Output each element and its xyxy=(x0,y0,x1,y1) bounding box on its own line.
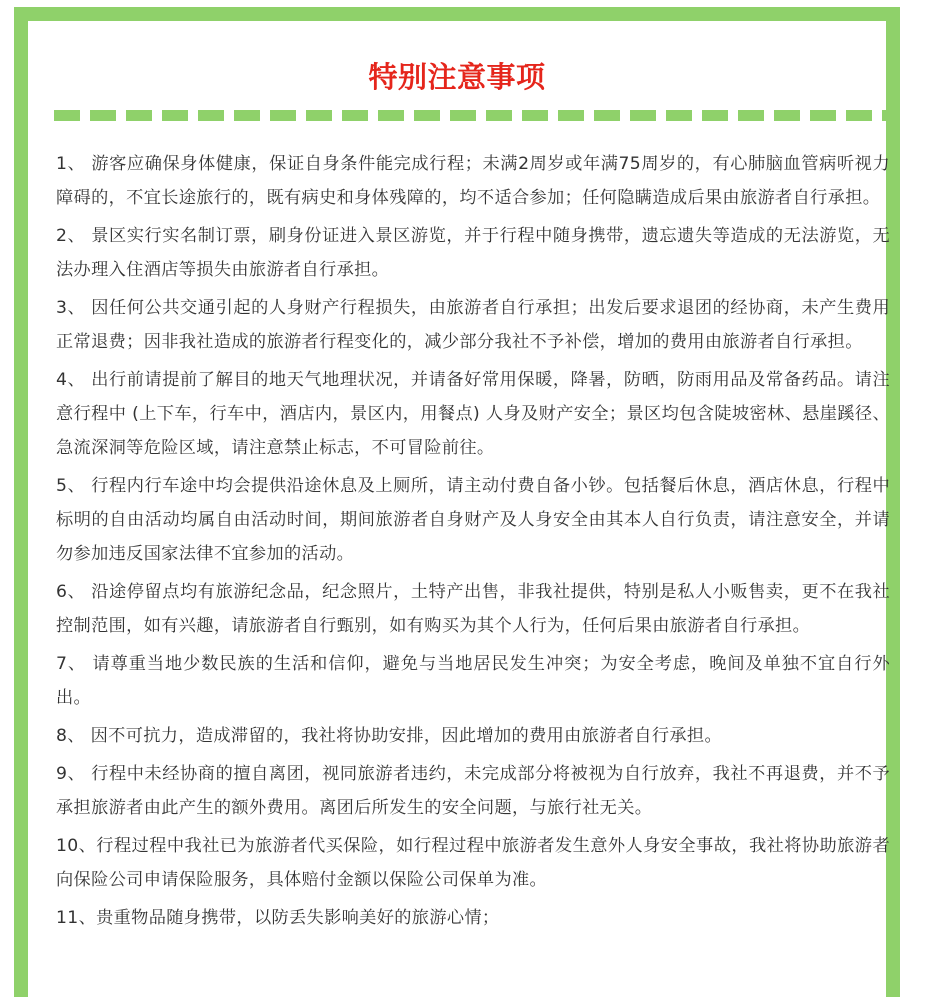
notice-item-9: 9、 行程中未经协商的擅自离团，视同旅游者违约，未完成部分将被视为自行放弃，我社不再退费，并不予承担旅游者由此产生的额外费用。离团后所发生的安全问题，与旅行社无关。 xyxy=(56,764,890,818)
notice-item-10: 10、行程过程中我社已为旅游者代买保险，如行程过程中旅游者发生意外人身安全事故，我社将协助旅游者向保险公司申请保险服务，具体赔付金额以保险公司保单为准。 xyxy=(56,836,890,890)
notice-item-1: 1、 游客应确保身体健康，保证自身条件能完成行程；未满2周岁或年满75周岁的，有心肺脑血管病听视力障碍的，不宜长途旅行的，既有病史和身体残障的，均不适合参加；任何隐瞒造成后果由旅游者自行承担。 xyxy=(56,154,890,208)
notice-item-5: 5、 行程内行车途中均会提供沿途休息及上厕所，请主动付费自备小钞。包括餐后休息，酒店休息，行程中标明的自由活动均属自由活动时间，期间旅游者自身财产及人身安全由其本人自行负责，请注意安全，并请勿参加违反国家法律不宜参加的活动。 xyxy=(56,476,890,564)
dashed-divider xyxy=(54,110,890,121)
notice-frame xyxy=(14,7,900,997)
notice-item-7: 7、 请尊重当地少数民族的生活和信仰，避免与当地居民发生冲突；为安全考虑，晚间及单独不宜自行外出。 xyxy=(56,654,890,708)
notice-item-8: 8、 因不可抗力，造成滞留的，我社将协助安排，因此增加的费用由旅游者自行承担。 xyxy=(56,726,722,746)
notice-item-2: 2、 景区实行实名制订票，刷身份证进入景区游览，并于行程中随身携带，遗忘遗失等造成的无法游览，无法办理入住酒店等损失由旅游者自行承担。 xyxy=(56,226,890,280)
notice-item-4: 4、 出行前请提前了解目的地天气地理状况，并请备好常用保暖，降暑，防晒，防雨用品及常备药品。请注意行程中 (上下车，行车中，酒店内，景区内，用餐点) 人身及财产安全；景区均包含陡坡密林、悬崖蹊径、急流深洞等危险区域，请注意禁止标志，不可冒险前往。 xyxy=(56,370,890,458)
notice-item-3: 3、 因任何公共交通引起的人身财产行程损失，由旅游者自行承担；出发后要求退团的经协商，未产生费用正常退费；因非我社造成的旅游者行程变化的，减少部分我社不予补偿，增加的费用由旅游者自行承担。 xyxy=(56,298,890,352)
notice-item-6: 6、 沿途停留点均有旅游纪念品，纪念照片，土特产出售，非我社提供，特别是私人小贩售卖，更不在我社控制范围，如有兴趣，请旅游者自行甄别，如有购买为其个人行为，任何后果由旅游者自行承担。 xyxy=(56,582,890,636)
page-title: 特别注意事项 xyxy=(368,60,546,94)
notice-list xyxy=(56,147,890,939)
notice-item-11: 11、贵重物品随身携带，以防丢失影响美好的旅游心情； xyxy=(56,908,500,928)
